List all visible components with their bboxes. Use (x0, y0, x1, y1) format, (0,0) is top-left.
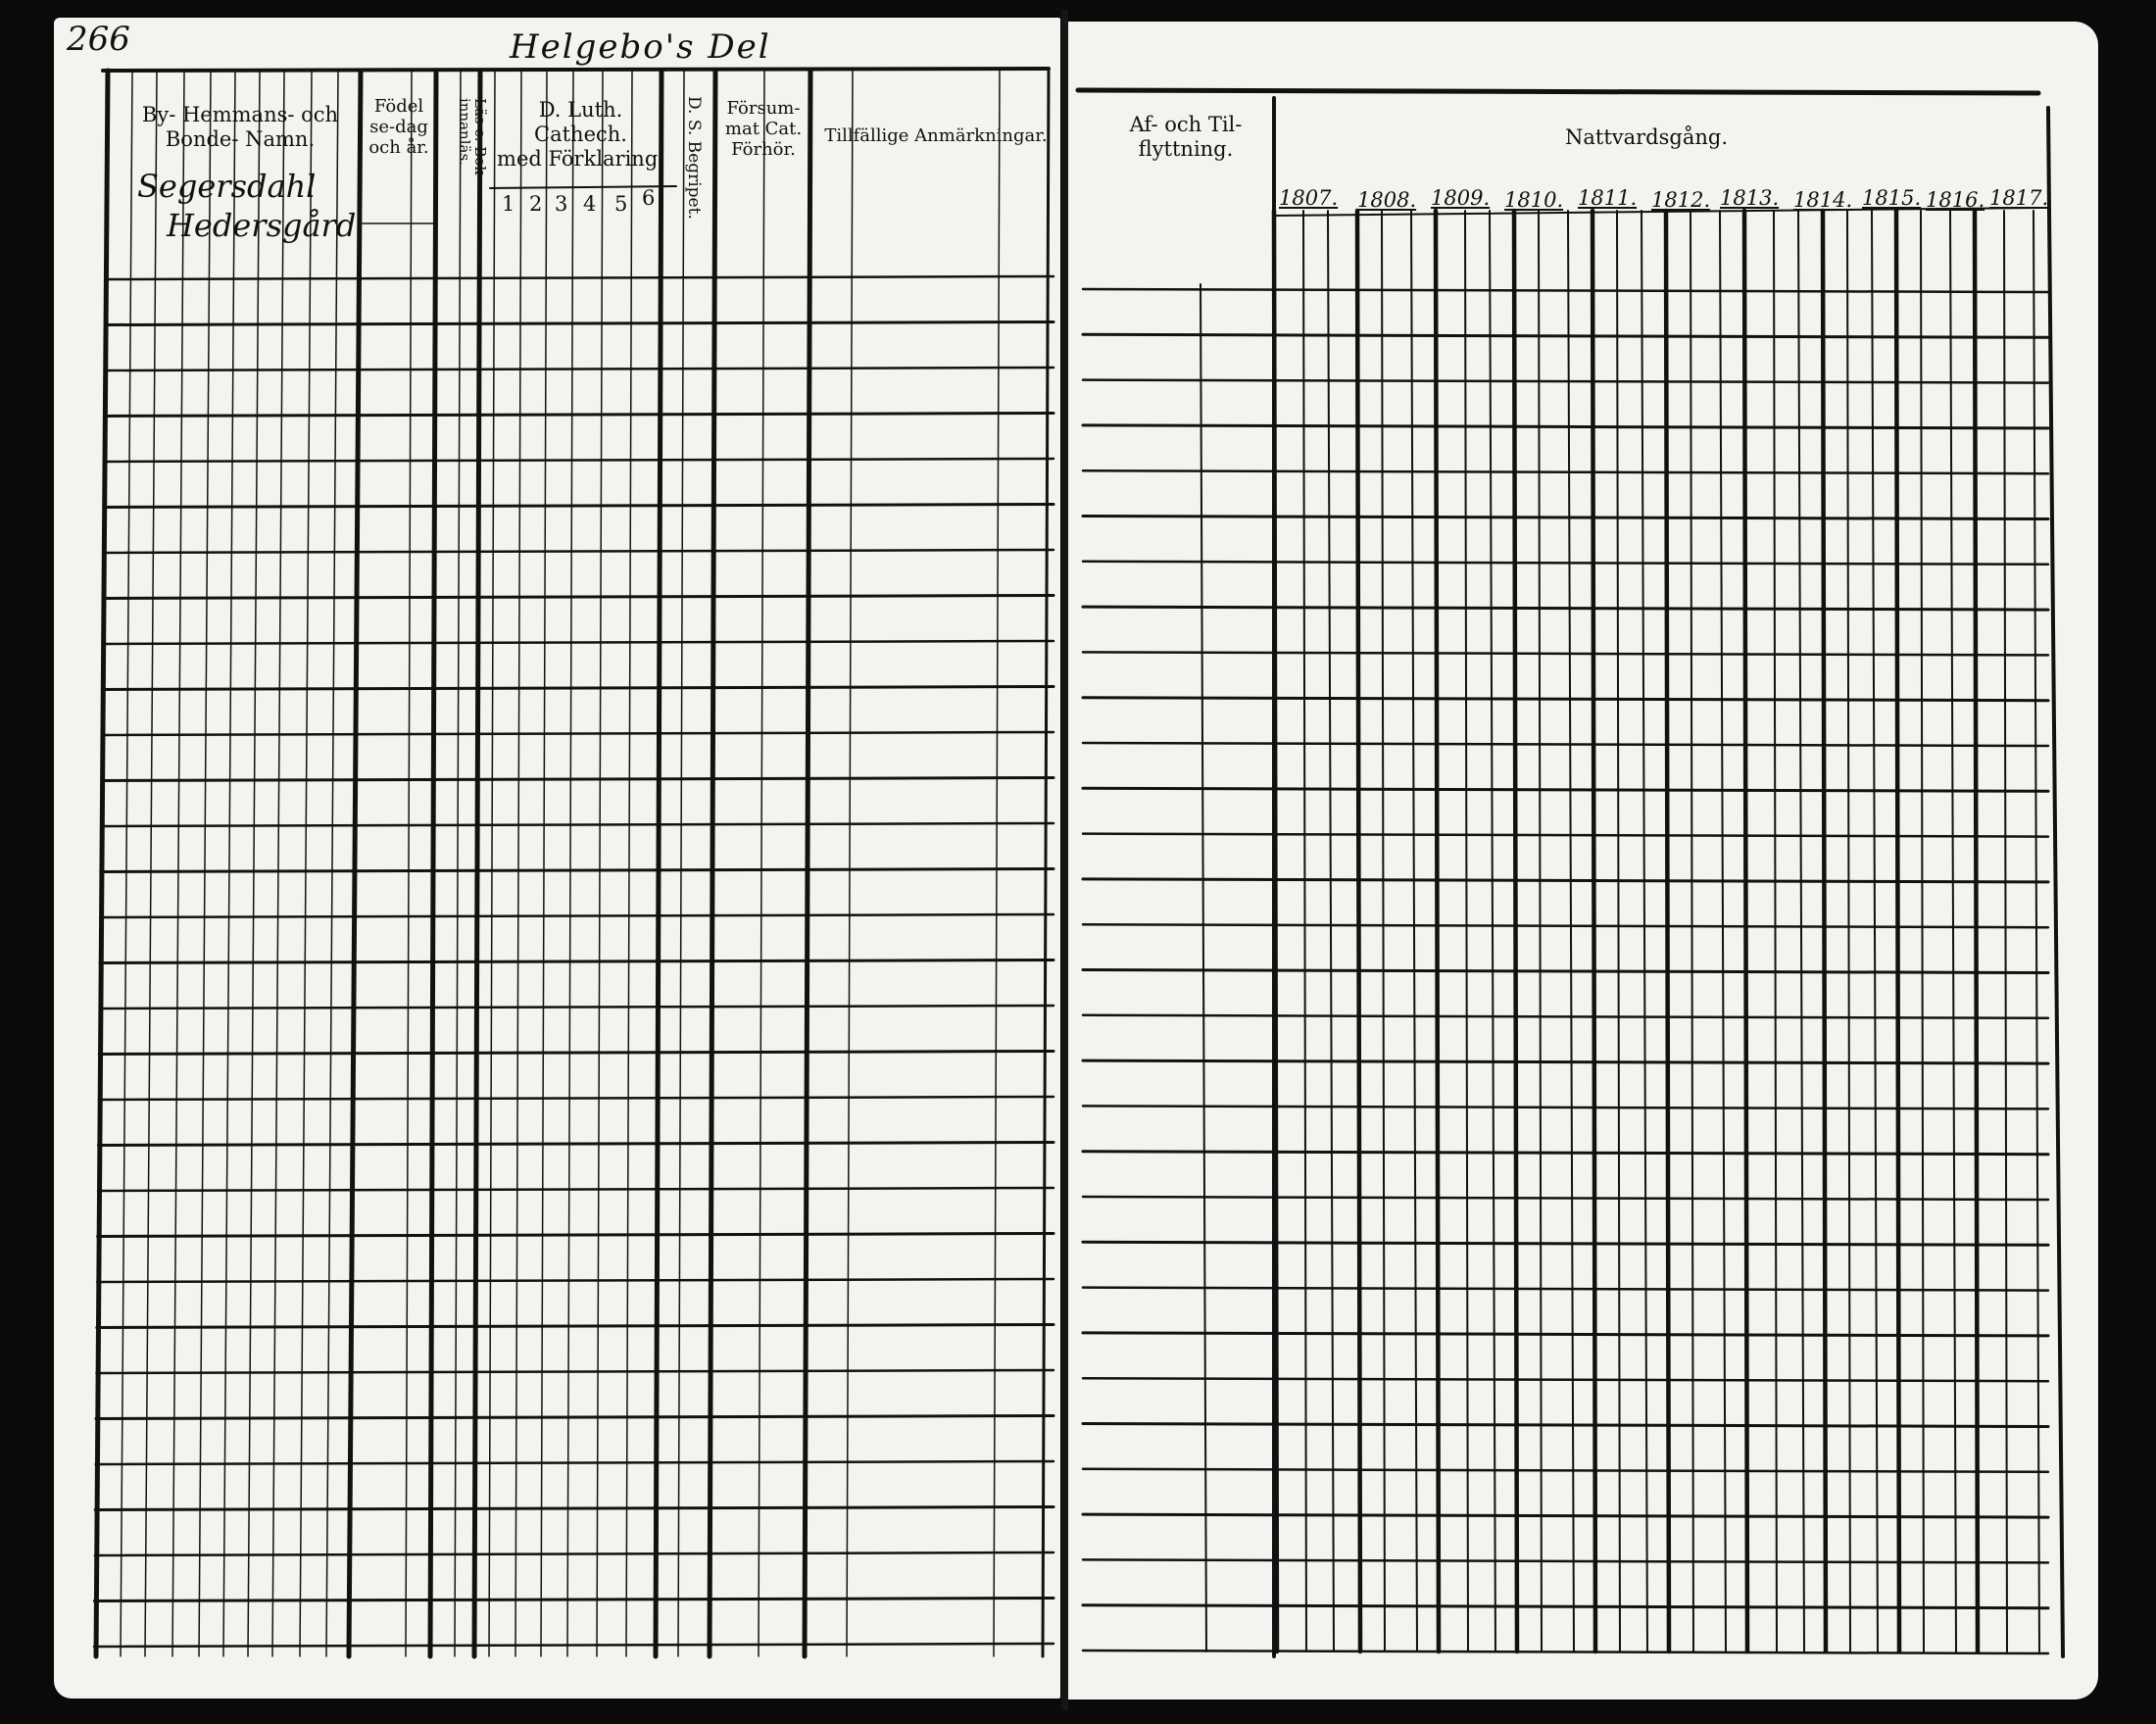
parish-title: Helgebo's Del (510, 27, 771, 67)
right-column-line (1200, 284, 1206, 1651)
left-row-line (102, 687, 1054, 690)
header-birth-line-1: Födel (373, 96, 424, 117)
left-row-line (100, 914, 1054, 917)
right-row-line (1083, 334, 2048, 337)
left-row-line (94, 1644, 1054, 1647)
right-row-line (1083, 1378, 2048, 1381)
right-row-line (1083, 1197, 2048, 1200)
header-understanding: D. S. Begripet. (684, 96, 704, 220)
page-number: 266 (67, 20, 130, 59)
header-moves-line-1: Af- och Til- (1129, 113, 1243, 136)
header-moves-line-2: flyttning. (1138, 137, 1234, 161)
communion-year-6: 1812. (1651, 188, 1711, 212)
right-row-line (1083, 1106, 2048, 1108)
communion-year-5: 1811. (1578, 186, 1638, 210)
left-row-line (106, 276, 1054, 279)
communion-year-1: 1807. (1279, 186, 1339, 210)
header-remarks: Tillfällige Anmärkningar. (824, 125, 1048, 146)
communion-year-2: 1808. (1357, 188, 1417, 212)
right-row-line (1083, 1060, 2048, 1063)
communion-year-8: 1814. (1793, 188, 1853, 212)
left-column-line (805, 71, 810, 1656)
catechism-number-4: 4 (583, 192, 597, 216)
catechism-number-5: 5 (614, 192, 628, 216)
left-row-line (95, 1552, 1054, 1555)
header-names-line-2: Bonde- Namn. (165, 127, 316, 151)
communion-year-9: 1815. (1862, 186, 1922, 210)
left-row-line (103, 596, 1054, 599)
right-row-line (1083, 1288, 2048, 1291)
header-catechism (490, 98, 671, 172)
left-column-line (759, 71, 764, 1656)
header-names (127, 103, 353, 152)
left-row-line (98, 1188, 1054, 1191)
right-row-line (1083, 289, 2048, 292)
right-row-line (1083, 1152, 2048, 1155)
left-row-line (104, 550, 1054, 553)
communion-year-4: 1810. (1504, 188, 1564, 212)
handwritten-line-2: Hedersgård (167, 207, 357, 244)
left-row-line (106, 322, 1054, 325)
right-row-line (1083, 1424, 2048, 1427)
right-row-line (1083, 1333, 2048, 1336)
handwritten-farm-name (137, 167, 356, 245)
right-page-grid (1078, 90, 2063, 1656)
header-neglect-line-3: Förhör. (731, 139, 796, 160)
left-row-line (101, 869, 1054, 872)
header-reading: Läs c. Bok innanläs. (456, 98, 489, 175)
right-outer-rule (2048, 108, 2063, 1656)
right-row-line (1083, 1242, 2048, 1245)
catechism-number-2: 2 (529, 192, 543, 216)
header-catechism-line-1: D. Luth. Cathech. (534, 98, 627, 146)
handwritten-line-1: Segersdahl (137, 168, 317, 205)
right-row-line (1083, 517, 2048, 519)
right-row-line (1083, 380, 2048, 383)
header-neglect-line-1: Försum- (726, 98, 801, 119)
left-row-line (104, 505, 1054, 508)
header-birth-line-2: se-dag (369, 117, 428, 137)
left-row-line (101, 823, 1054, 826)
header-neglect-line-2: mat Cat. (724, 119, 803, 139)
header-neglect (720, 98, 807, 160)
left-page-grid (94, 69, 1054, 1656)
left-column-line (994, 71, 1000, 1656)
right-row-line (1083, 743, 2048, 746)
header-moves (1098, 113, 1274, 162)
right-row-line (1083, 834, 2048, 837)
left-row-line (94, 1599, 1054, 1601)
left-row-line (105, 414, 1054, 417)
left-row-line (95, 1507, 1054, 1510)
left-column-line (710, 71, 715, 1656)
right-row-line (1083, 652, 2048, 655)
left-column-line (678, 71, 684, 1656)
left-row-line (103, 641, 1054, 644)
catechism-number-6: 6 (642, 186, 656, 210)
communion-year-10: 1816. (1926, 188, 1985, 212)
left-column-line (656, 71, 662, 1656)
right-row-line (1083, 562, 2048, 565)
left-row-line (96, 1461, 1054, 1464)
left-row-line (98, 1234, 1054, 1237)
right-row-line (1083, 425, 2048, 428)
left-column-line (1043, 71, 1049, 1656)
left-column-line (847, 71, 853, 1656)
left-row-line (100, 961, 1054, 963)
communion-year-11: 1817. (1989, 186, 2049, 210)
left-row-line (102, 778, 1054, 781)
right-row-line (1083, 470, 2048, 473)
right-row-line (1083, 607, 2048, 610)
right-row-line (1083, 698, 2048, 701)
left-row-line (98, 1143, 1054, 1146)
right-top-rule (1078, 90, 2038, 93)
left-row-line (97, 1325, 1054, 1328)
communion-year-3: 1809. (1431, 186, 1491, 210)
header-names-line-1: By- Hemmans- och (141, 103, 339, 126)
right-row-line (1083, 1514, 2048, 1517)
header-communion: Nattvardsgång. (1564, 125, 1729, 149)
right-row-line (1083, 879, 2048, 882)
left-row-line (97, 1279, 1054, 1282)
right-row-line (1083, 1605, 2048, 1608)
right-row-line (1083, 788, 2048, 791)
left-top-rule (103, 69, 1049, 71)
catechism-number-1: 1 (502, 192, 515, 216)
left-row-line (99, 1052, 1054, 1055)
left-row-line (105, 368, 1054, 370)
right-row-line (1083, 1559, 2048, 1562)
left-row-line (96, 1370, 1054, 1373)
right-row-line (1083, 970, 2048, 973)
right-row-line (1083, 1650, 2048, 1653)
right-row-line (1083, 1469, 2048, 1472)
left-row-line (100, 1006, 1054, 1009)
catechism-number-3: 3 (555, 192, 568, 216)
left-row-line (99, 1097, 1054, 1100)
header-catechism-line-2: med Förklaring. (497, 147, 664, 171)
header-birth-line-3: och år. (368, 137, 429, 158)
header-birth (363, 96, 435, 158)
left-row-line (102, 732, 1054, 735)
communion-year-7: 1813. (1720, 186, 1780, 210)
left-row-line (104, 459, 1054, 462)
left-row-line (96, 1416, 1054, 1419)
right-row-line (1083, 1015, 2048, 1018)
right-row-line (1083, 924, 2048, 927)
